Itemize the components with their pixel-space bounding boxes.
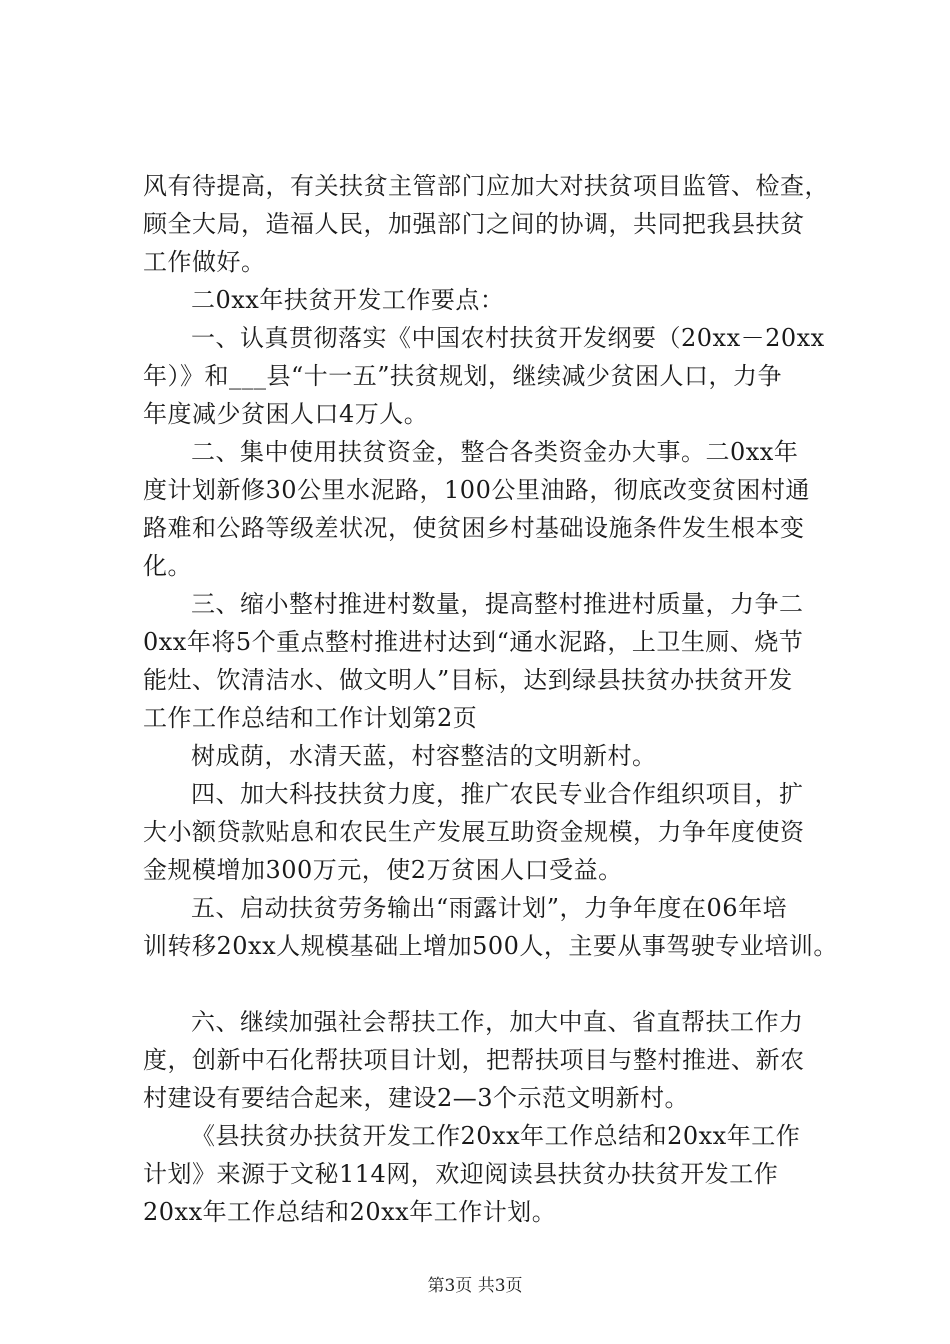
body-line: 一、认真贯彻落实《中国农村扶贫开发纲要（20xx－20xx [191,324,825,352]
body-line: 度计划新修30公里水泥路，100公里油路，彻底改变贫困村通 [143,476,810,504]
body-line: 化。 [143,552,192,580]
body-line: 度，创新中石化帮扶项目计划，把帮扶项目与整村推进、新农 [143,1046,805,1074]
body-line: 二、集中使用扶贫资金，整合各类资金办大事。二0xx年 [191,438,799,466]
body-line: 金规模增加300万元，使2万贫困人口受益。 [143,856,623,884]
body-line: 0xx年将5个重点整村推进村达到“通水泥路，上卫生厕、烧节 [143,628,804,656]
body-line: 四、加大科技扶贫力度，推广农民专业合作组织项目，扩 [191,780,804,808]
body-line: 风有待提高，有关扶贫主管部门应加大对扶贫项目监管、检查， [143,172,829,200]
body-line: 年）》和___县“十一五”扶贫规划，继续减少贫困人口，力争 [143,362,783,390]
body-line: 20xx年工作总结和20xx年工作计划。 [143,1198,557,1226]
section-heading: 二0xx年扶贫开发工作要点： [191,286,505,314]
body-line: 路难和公路等级差状况，使贫困乡村基础设施条件发生根本变 [143,514,805,542]
body-line: 工作做好。 [143,248,266,276]
body-line: 年度减少贫困人口4万人。 [143,400,429,428]
body-line: 能灶、饮清洁水、做文明人”目标，达到绿县扶贫办扶贫开发 [143,666,793,694]
body-line: 大小额贷款贴息和农民生产发展互助资金规模，力争年度使资 [143,818,805,846]
body-line: 六、继续加强社会帮扶工作，加大中直、省直帮扶工作力 [191,1008,804,1036]
body-line: 工作工作总结和工作计划第2页 [143,704,478,732]
body-line: 顾全大局，造福人民，加强部门之间的协调，共同把我县扶贫 [143,210,805,238]
page-number: 第3页 共3页 [427,1276,523,1296]
body-line: 村建设有要结合起来，建设2—3个示范文明新村。 [143,1084,690,1112]
body-line: 树成荫，水清天蓝，村容整洁的文明新村。 [191,742,657,770]
body-line: 计划》来源于文秘114网，欢迎阅读县扶贫办扶贫开发工作 [143,1160,779,1188]
body-line: 三、缩小整村推进村数量，提高整村推进村质量，力争二 [191,590,804,618]
body-line: 五、启动扶贫劳务输出“雨露计划”，力争年度在06年培 [191,894,788,922]
body-line: 《县扶贫办扶贫开发工作20xx年工作总结和20xx年工作 [191,1122,801,1150]
body-line: 训转移20xx人规模基础上增加500人，主要从事驾驶专业培训。 [143,932,838,960]
